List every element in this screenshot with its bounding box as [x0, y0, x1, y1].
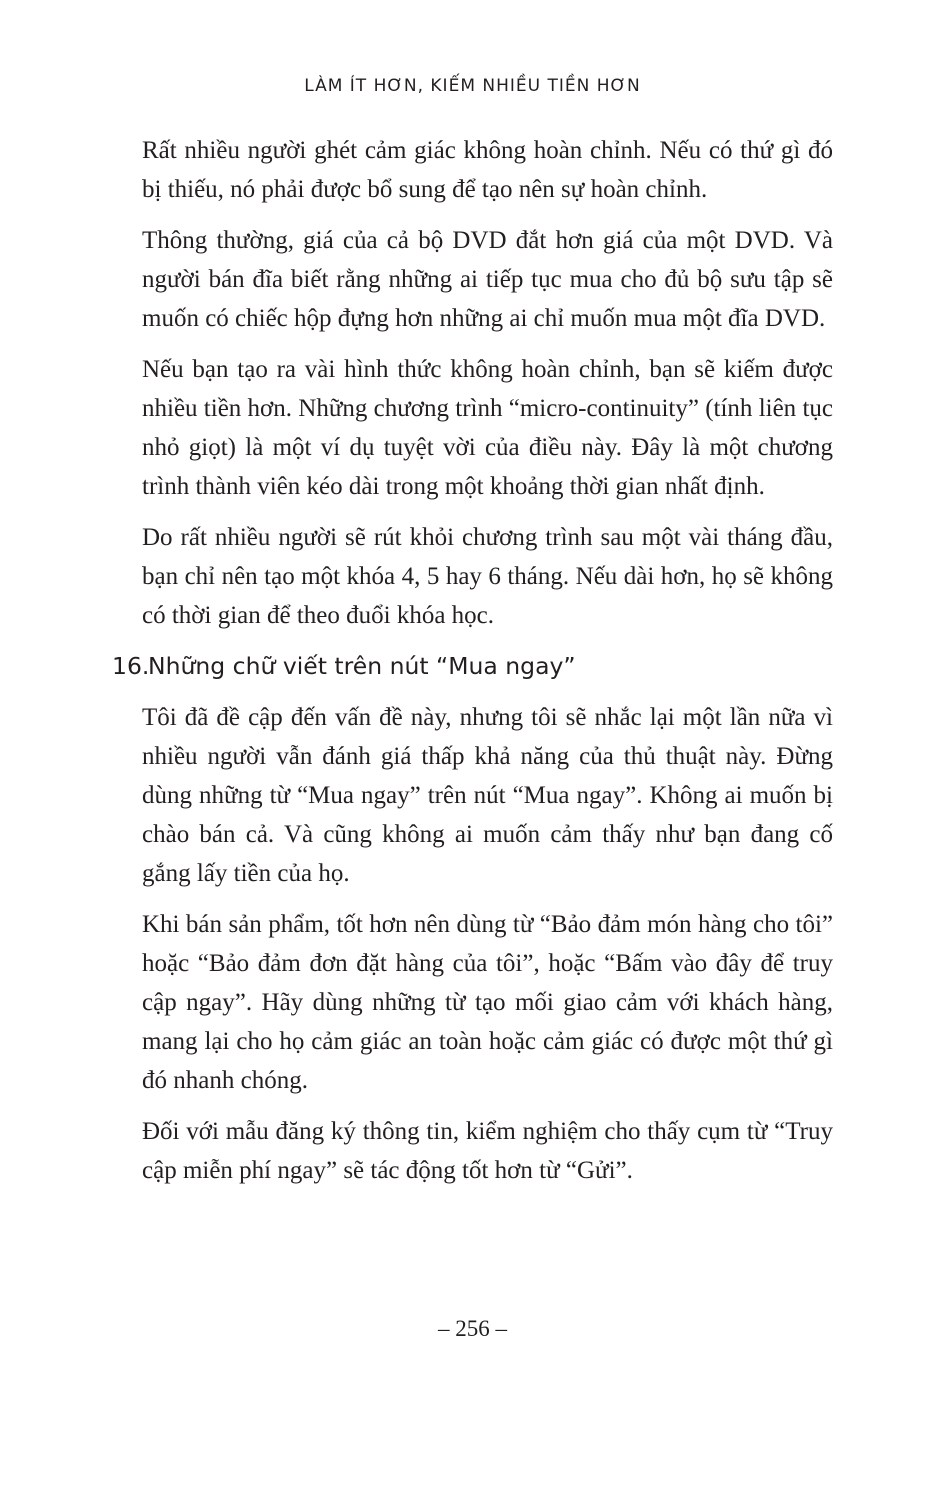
page-number: – 256 – — [438, 1316, 507, 1341]
section-number: 16. — [112, 652, 150, 680]
paragraph: Nếu bạn tạo ra vài hình thức không hoàn chỉnh, bạn sẽ kiếm được nhiều tiền hơn. Những chương trình “micro-continuity” (tính liên tục nhỏ giọt) là một ví dụ tuyệt vời của điều này. Đây là một chương trình thành viên kéo dài trong một khoảng thời gian nhất định. — [142, 356, 833, 500]
paragraph: Rất nhiều người ghét cảm giác không hoàn chỉnh. Nếu có thứ gì đó bị thiếu, nó phải được bổ sung để tạo nên sự hoàn chỉnh. — [142, 137, 833, 203]
running-header: LÀM ÍT HƠN, KIẾM NHIỀU TIỀN HƠN — [304, 76, 641, 96]
paragraph: Thông thường, giá của cả bộ DVD đắt hơn giá của một DVD. Và người bán đĩa biết rằng những ai tiếp tục mua cho đủ bộ sưu tập sẽ muốn có chiếc hộp đựng hơn những ai chỉ muốn mua một đĩa DVD. — [142, 227, 833, 332]
paragraph: Do rất nhiều người sẽ rút khỏi chương trình sau một vài tháng đầu, bạn chỉ nên tạo một khóa 4, 5 hay 6 tháng. Nếu dài hơn, họ sẽ không có thời gian để theo đuổi khóa học. — [142, 524, 833, 629]
page-body — [112, 131, 833, 1202]
paragraph: Tôi đã đề cập đến vấn đề này, nhưng tôi sẽ nhắc lại một lần nữa vì nhiều người vẫn đánh giá thấp khả năng của thủ thuật này. Đừng dùng những từ “Mua ngay” trên nút “Mua ngay”. Không ai muốn bị chào bán cả. Và cũng không ai muốn cảm thấy như bạn đang cố gắng lấy tiền của họ. — [142, 704, 833, 887]
section-title: Những chữ viết trên nút “Mua ngay” — [148, 652, 576, 680]
paragraph: Đối với mẫu đăng ký thông tin, kiểm nghiệm cho thấy cụm từ “Truy cập miễn phí ngay” sẽ tác động tốt hơn từ “Gửi”. — [142, 1118, 833, 1184]
section-heading — [112, 647, 833, 686]
paragraph: Khi bán sản phẩm, tốt hơn nên dùng từ “Bảo đảm món hàng cho tôi” hoặc “Bảo đảm đơn đặt hàng của tôi”, hoặc “Bấm vào đây để truy cập ngay”. Hãy dùng những từ tạo mối giao cảm với khách hàng, mang lại cho họ cảm giác an toàn hoặc cảm giác có được một thứ gì đó nhanh chóng. — [142, 911, 833, 1094]
